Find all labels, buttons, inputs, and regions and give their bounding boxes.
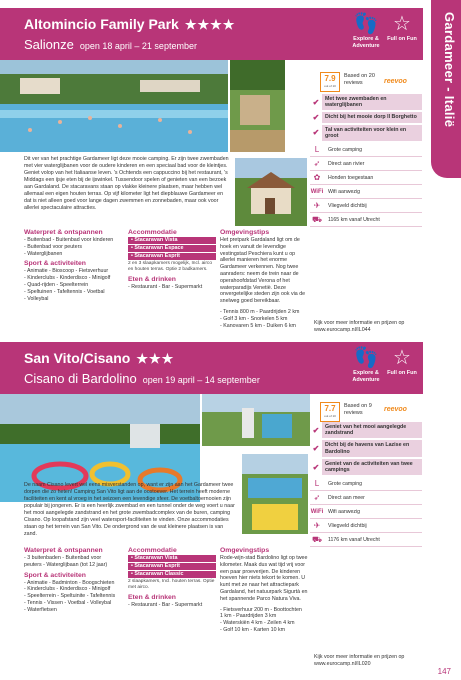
campsite-description: Dit ver van het prachtige Gardameer ligt deze mooie camping. Er zijn twee zwembaden met vier waterglijbanen voor de oudere kinderen en een speciaal bad voor de kleintjes. Geniet volop van het Italiaanse leven. 's Ochtends een cappuccino bij het restaurant, 's Middags een ijsje eten bij de ijswinkel. Tussendoor spelen of genieten van een bezoek aan Gardaland. De stacaravans staan op vlakke kleinere plaatsen, maar hebben wel allemaal een eigen houten terras. Op vijf kilometer ligt het diepblauwe Gardameer en dat is niet alleen goed voor lange dagen zwemmen en zonnebaden, maar ook voor allerlei spectaculaire attracties. [24, 156, 229, 211]
section-header [18, 342, 423, 394]
region-tab [431, 0, 461, 178]
list-item: - Speltuinen - Tafeltennis - Voetbal [24, 288, 105, 295]
campsite-section-2 [18, 342, 423, 672]
list-item: - 3 buitenbaden - Buitenbad voor [24, 555, 102, 561]
campsite-location: Salionze [24, 37, 74, 52]
list-item: - Kinderclubs - Kinderdisco - Minigolf [24, 586, 111, 593]
distance-item: - Tennis 800 m - Paardrijden 2 km [220, 308, 300, 315]
list-item: peuters - Waterglijbaan (tot 12 jaar) [24, 561, 108, 568]
highlight-item: ✔ Dicht bij het mooie dorp Il Borghetto [310, 112, 422, 122]
campsite-title: Altomincio Family Park [24, 16, 179, 32]
rating-score: 7.7 [324, 404, 336, 413]
airplane-icon: ✈ [313, 201, 321, 211]
distance-item: - Kanovaren 5 km - Duiken 6 km [220, 322, 296, 329]
page-number: 147 [437, 667, 451, 676]
waterpark-photo [242, 454, 308, 534]
distance-item: - Golf 10 km - Karten 10 km [220, 626, 286, 633]
highlight-item: ✔ Dicht bij de havens van Lazise en Bardolino [310, 440, 422, 456]
accommodation-item: • Stacaravan Classic [128, 571, 216, 578]
opening-dates: open 19 april – 14 september [142, 375, 260, 385]
list-item: - Tennis - Vissen - Voetbal - Volleybal [24, 599, 112, 606]
river-icon: ➶ [313, 159, 321, 169]
feature-row: WiFi Wifi aanwezig [310, 185, 422, 199]
outings-column [220, 544, 308, 634]
facilities-column [24, 226, 124, 302]
opening-dates: open 18 april – 21 september [79, 41, 197, 51]
rating-label: Based on 20 reviews [344, 73, 375, 86]
accommodation-item: • Stacaravan Esprit [128, 253, 216, 260]
feature-row: ➶ Direct aan meer [310, 491, 422, 505]
star-rating: ★★★★ [184, 17, 236, 32]
list-item: - Animatie - Bioscoop - Fietsverhuur [24, 268, 109, 275]
wifi-icon: WiFi [310, 508, 324, 515]
feature-row: ✿ Honden toegestaan [310, 171, 422, 185]
large-campsite-icon: L [314, 479, 320, 489]
slide-photo [202, 394, 310, 446]
car-icon: ⛟ [311, 214, 323, 224]
car-icon: ⛟ [311, 534, 323, 544]
feature-row: ➶ Direct aan rivier [310, 157, 422, 171]
sport-heading: Sport & activiteiten [24, 571, 86, 579]
features-panel [310, 422, 422, 547]
list-item: - Waterglijbanen [24, 250, 63, 257]
feature-row: L Grote camping [310, 477, 422, 491]
list-item: - Kinderclubs - Kinderdisco - Minigolf [24, 275, 111, 282]
feature-row: ✈ Vliegveld dichtbij [310, 519, 422, 533]
campsite-section-1 [18, 8, 423, 338]
large-campsite-icon: L [314, 145, 320, 155]
accommodation-note: 2 slaapkamers, Incl. houten terras. Optie met airco. [128, 579, 215, 590]
review-rating: 7.7 out of 10 Based on 9 reviews [320, 402, 366, 424]
accommodation-heading: Accommodatie [128, 229, 177, 236]
list-item: - Restaurant - Bar - Supermarkt [128, 284, 203, 290]
region-label: Gardameer - Italië [442, 12, 457, 128]
highlight-item: ✔ Geniet van de activiteiten van twee campings [310, 459, 422, 475]
fun-badge: ☆ Full on Fun [387, 347, 417, 376]
list-item: - Buitenbad voor peuters [24, 243, 83, 250]
side-margin [429, 0, 461, 680]
fun-badge: ☆ Full on Fun [387, 13, 417, 42]
distance-item: - Fietsverhuur 200 m - Boottochten [220, 606, 302, 613]
highlight-item: ✔ Geniet van het mooi aangelegde zandstrand [310, 422, 422, 438]
water-heading: Waterpret & ontspannen [24, 547, 103, 554]
features-panel [310, 94, 422, 227]
star-outline-icon: ☆ [393, 13, 411, 35]
footprints-icon: 👣 [353, 13, 379, 35]
feature-row: WiFi Wifi aanwezig [310, 505, 422, 519]
star-outline-icon: ☆ [393, 347, 411, 369]
eat-heading: Eten & drinken [128, 594, 176, 601]
campsite-title: San Vito/Cisano [24, 350, 131, 366]
star-rating: ★★★ [136, 351, 175, 366]
more-info-link[interactable]: Kijk voor meer informatie en prijzen op www.eurocamp.nl/IL044 [314, 320, 405, 333]
outings-text: Rode-wijn-stad Bardolino ligt op twee kilometer. Maak dus wat tijd vrij voor een paar proeverijen. De kinderen hoeven hier niets tekort te komen. U kunt met ze naar het attractiepark Gardaland, het natuurpark Sigurtà en het spannende Parco Natura Viva. [220, 555, 308, 602]
outings-heading: Omgevingstips [220, 547, 270, 554]
rating-score: 7.9 [324, 74, 336, 83]
review-rating: 7.9 out of 10 Based on 20 reviews [320, 72, 366, 94]
feature-row: ⛟ 1165 km vanaf Utrecht [310, 213, 422, 227]
checkmark-icon: ✔ [312, 462, 320, 472]
outings-heading: Omgevingstips [220, 229, 270, 236]
accommodation-item: • Stacaravan Esprit [128, 563, 216, 570]
outings-text: Het pretpark Gardaland ligt om de hoek en vanuit de levendige vestingstad Peschiera kunt u op allerlei manieren het enorme Gardameer verkennen. Nog twee aanraders: neem de trein naar de operahoofdstad Verona of het waterparadijs Venetië. Deze onvergetelijke steden zijn ook via de snelweg goed bereikbaar. [220, 237, 306, 305]
feature-row: ⛟ 1176 km vanaf Utrecht [310, 533, 422, 547]
reevoo-logo: reevoo [384, 406, 407, 413]
list-item: - Volleybal [24, 295, 49, 302]
sport-heading: Sport & activiteiten [24, 260, 86, 268]
dog-icon: ✿ [313, 173, 321, 183]
section-header [18, 8, 423, 60]
footprints-icon: 👣 [353, 347, 379, 369]
distance-item: 1 km - Paardrijden 3 km [220, 613, 277, 620]
airplane-icon: ✈ [313, 521, 321, 531]
accommodation-note: 2 en 3 slaapkamers mogelijk, Incl. airco en houten terras. Optie 2 badkamers. [128, 261, 212, 272]
reevoo-logo: reevoo [384, 78, 407, 85]
chalet-photo [235, 158, 307, 226]
explore-badge: 👣 Explore & Adventure [350, 346, 382, 383]
list-item: - Quad-rijden - Speelterrein [24, 281, 89, 288]
list-item: - Animatie - Badminton - Boogschieten [24, 579, 115, 586]
list-item: - Waterfietsen [24, 606, 57, 613]
checkmark-icon: ✔ [312, 97, 320, 107]
highlight-item: ✔ Tal van activiteiten voor klein en groot [310, 125, 422, 141]
accommodation-heading: Accommodatie [128, 547, 177, 554]
more-info-link[interactable]: Kijk voor meer informatie en prijzen op www.eurocamp.nl/IL020 [314, 654, 405, 667]
checkmark-icon: ✔ [312, 444, 320, 454]
checkmark-icon: ✔ [312, 425, 320, 435]
accommodation-item: • Stacaravan Espace [128, 245, 216, 252]
lake-icon: ➶ [313, 493, 321, 503]
accommodation-item: • Stacaravan Vista [128, 237, 216, 244]
explore-badge: 👣 Explore & Adventure [350, 12, 382, 49]
accommodation-item: • Stacaravan Vista [128, 555, 216, 562]
highlight-item: ✔ Met twee zwembaden en waterglijbanen [310, 94, 422, 110]
list-item: - Speelterrein - Speltuinite - Tafeltennis [24, 593, 116, 600]
pool-photo [0, 60, 228, 152]
outings-column [220, 226, 308, 329]
list-item: - Restaurant - Bar - Supermarkt [128, 602, 203, 608]
checkmark-icon: ✔ [312, 113, 320, 122]
playground-photo [230, 60, 285, 152]
water-heading: Waterpret & ontspannen [24, 229, 103, 236]
checkmark-icon: ✔ [312, 128, 320, 138]
distance-item: - Golf 3 km - Snorkelen 5 km [220, 315, 288, 322]
facilities-column [24, 544, 124, 614]
rating-label: Based on 9 reviews [344, 403, 372, 416]
campsite-location: Cisano di Bardolino [24, 371, 137, 386]
distance-item: - Waterskiën 4 km - Zeilen 4 km [220, 620, 295, 627]
eat-heading: Eten & drinken [128, 276, 176, 283]
feature-row: ✈ Vliegveld dichtbij [310, 199, 422, 213]
accommodation-column [128, 226, 216, 291]
wifi-icon: WiFi [310, 188, 324, 195]
feature-row: L Grote camping [310, 143, 422, 157]
accommodation-column [128, 544, 216, 609]
list-item: - Buitenbad - Buitenbad voor kinderen [24, 237, 114, 243]
campsite-description: De naam Cisano levert wel eens misverstanden op, want er zijn aan het Gardameer twee dorpen die zo heten! Camping San Vito ligt aan de oostoever. Het terrein heeft moderne faciliteiten en kent al vroeg in het seizoen een levendige sfeer. De voetbaltoernooien zijn populair bij jongeren. Er is een heerlijk zwembad en een tunnel onder de weg voert u naar het mooi aangelegde zandstrand en het grote zwembadcomplex van de buren, camping Cisano. Op loopafstand zijn veel watersport-faciliteiten te vinden. Onze accommodaties staan op het terrein van San Vito. De ondergrond van de wat kleinere plaatsen is van zand. [24, 482, 235, 537]
